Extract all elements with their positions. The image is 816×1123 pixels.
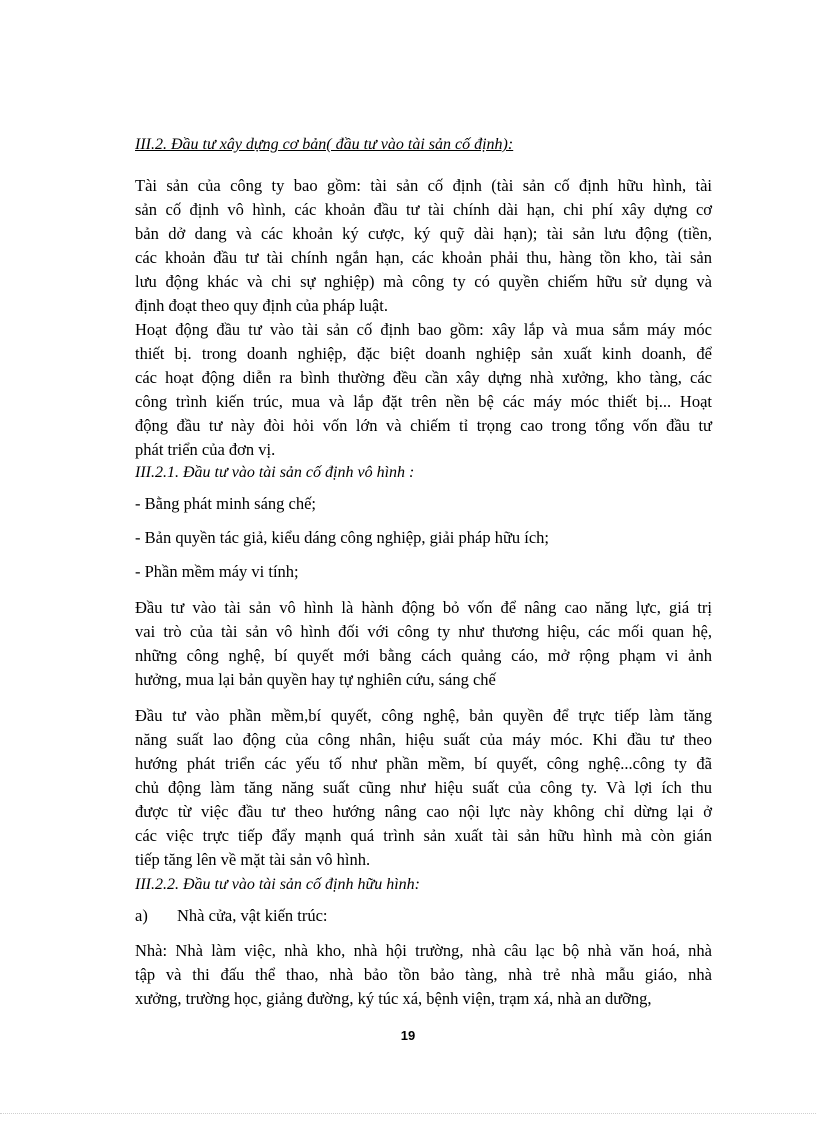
text-line: công trình kiến trúc, mua và lắp đặt trên nền bệ các máy móc thiết bị... Hoạt [135,392,712,411]
text-line: các hoạt động diễn ra bình thường đều cần xây dựng nhà xưởng, kho tàng, các [135,368,712,387]
subheading-iii-2-1: III.2.1. Đầu tư vào tài sản cố định vô hình : [135,464,415,481]
text-line: tập và thi đấu thể thao, nhà bảo tồn bảo tàng, nhà trẻ nhà mẫu giáo, nhà [135,965,712,984]
bullet-item: - Bằng phát minh sáng chế; [135,494,317,513]
list-item-text: Nhà cửa, vật kiến trúc: [177,906,328,925]
text-line: vai trò của tài sản vô hình đối với công ty như thương hiệu, các mối quan hệ, [135,622,712,641]
text-line: lưu động khác và chi sự nghiệp) mà công ty có quyền chiếm hữu sử dụng và [135,272,712,291]
text-line: được từ việc đầu tư theo hướng nâng cao nội lực này không chỉ dừng lại ở [135,802,712,821]
text-line: những công nghệ, bí quyết mới bằng cách quảng cáo, mở rộng phạm vi ảnh [135,646,712,665]
text-line: hưởng, mua lại bản quyền hay tự nghiên cứu, sáng chế [135,670,496,689]
list-item-a [135,906,712,926]
bullet-item: - Bản quyền tác giả, kiểu dáng công nghiệp, giải pháp hữu ích; [135,528,549,547]
text-line: Hoạt động đầu tư vào tài sản cố định bao gồm: xây lắp và mua sắm máy móc [135,320,712,339]
text-line: năng suất lao động của công nhân, hiệu suất của máy móc. Khi đầu tư theo [135,730,712,749]
list-item-label: a) [135,906,148,925]
text-line: hướng phát triển các yếu tố như phần mềm, bí quyết, công nghệ...công ty đã [135,754,712,773]
text-line: Đầu tư vào phần mềm,bí quyết, công nghệ, bản quyền để trực tiếp làm tăng [135,706,712,725]
text-line: Nhà: Nhà làm việc, nhà kho, nhà hội trường, nhà câu lạc bộ nhà văn hoá, nhà [135,941,712,960]
section-heading-iii-2: III.2. Đầu tư xây dựng cơ bản( đầu tư vào tài sản cố định): [135,136,514,153]
text-line: sản cố định vô hình, các khoản đầu tư tài chính dài hạn, chi phí xây dựng cơ [135,200,712,219]
text-line: các khoản đầu tư tài chính ngắn hạn, các khoản phải thu, hàng tồn kho, tài sản [135,248,712,267]
text-line: xưởng, trường học, giảng đường, ký túc xá, bệnh viện, trạm xá, nhà an dưỡng, [135,989,652,1008]
page-number: 19 [400,1028,416,1043]
page-bottom-divider [0,1113,816,1114]
text-line: chủ động làm tăng năng suất cũng như hiệu suất của công ty. Và lợi ích thu [135,778,712,797]
text-line: phát triển của đơn vị. [135,440,276,459]
paragraph-fixed-asset-investment [135,318,712,462]
paragraph-assets [135,174,712,318]
paragraph-software-investment [135,704,712,872]
paragraph-intangible-investment [135,596,712,692]
text-line: Đầu tư vào tài sản vô hình là hành động bỏ vốn để nâng cao năng lực, giá trị [135,598,712,617]
bullet-item: - Phần mềm máy vi tính; [135,562,299,581]
text-line: các việc trực tiếp đẩy mạnh quá trình sản xuất tài sản hữu hình mà còn gián [135,826,712,845]
text-line: Tài sản của công ty bao gồm: tài sản cố định (tài sản cố định hữu hình, tài [135,176,712,195]
text-line: động đầu tư này đòi hỏi vốn lớn và chiếm tỉ trọng cao trong tổng vốn đầu tư [135,416,712,435]
text-line: định đoạt theo quy định của pháp luật. [135,296,388,315]
text-line: thiết bị. trong doanh nghiệp, đặc biệt doanh nghiệp sản xuất kinh doanh, để [135,344,712,363]
text-line: tiếp tăng lên về mặt tài sản vô hình. [135,850,371,869]
subheading-iii-2-2: III.2.2. Đầu tư vào tài sản cố định hữu hình: [135,876,420,893]
text-line: bản dở dang và các khoản ký cược, ký quỹ dài hạn); tài sản lưu động (tiền, [135,224,712,243]
paragraph-buildings [135,939,712,1011]
